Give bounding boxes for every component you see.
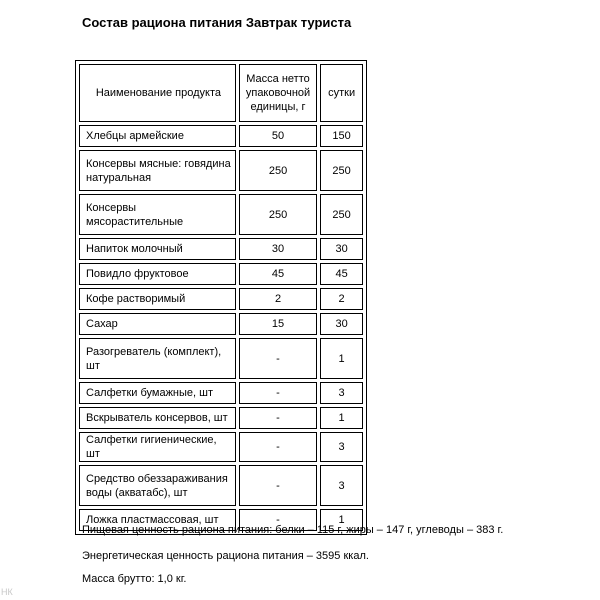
net-mass: 250 bbox=[239, 194, 317, 235]
day-amount: 250 bbox=[320, 150, 363, 191]
product-name: Средство обеззараживания воды (акватабс), шт bbox=[79, 465, 236, 506]
net-mass: - bbox=[239, 465, 317, 506]
table-row bbox=[79, 313, 363, 335]
table-row bbox=[79, 194, 363, 235]
header-net-mass: Масса нетто упаковочной единицы, г bbox=[239, 64, 317, 122]
product-name: Консервы мясные: говядина натуральная bbox=[79, 150, 236, 191]
header-day: сутки bbox=[320, 64, 363, 122]
page-title: Состав рациона питания Завтрак туриста bbox=[82, 15, 352, 30]
product-name: Салфетки бумажные, шт bbox=[79, 382, 236, 404]
ration-table bbox=[75, 60, 367, 535]
product-name: Сахар bbox=[79, 313, 236, 335]
net-mass: 15 bbox=[239, 313, 317, 335]
day-amount: 45 bbox=[320, 263, 363, 285]
product-name: Разогреватель (комплект), шт bbox=[79, 338, 236, 379]
net-mass: 30 bbox=[239, 238, 317, 260]
day-amount: 1 bbox=[320, 407, 363, 429]
nutrition-note: Пищевая ценность рациона питания: белки – 115 г, жиры – 147 г, углеводы – 383 г. bbox=[82, 524, 504, 536]
net-mass: 45 bbox=[239, 263, 317, 285]
table-row bbox=[79, 465, 363, 506]
day-amount: 1 bbox=[320, 509, 363, 531]
table-row bbox=[79, 432, 363, 462]
table-row bbox=[79, 288, 363, 310]
product-name: Консервы мясорастительные bbox=[79, 194, 236, 235]
net-mass: 2 bbox=[239, 288, 317, 310]
product-name: Вскрыватель консервов, шт bbox=[79, 407, 236, 429]
product-name: Повидло фруктовое bbox=[79, 263, 236, 285]
product-name: Салфетки гигиенические, шт bbox=[79, 432, 236, 462]
day-amount: 3 bbox=[320, 465, 363, 506]
net-mass: - bbox=[239, 432, 317, 462]
net-mass: - bbox=[239, 509, 317, 531]
table-row bbox=[79, 150, 363, 191]
gross-mass-note: Масса брутто: 1,0 кг. bbox=[82, 573, 187, 585]
header-product-name: Наименование продукта bbox=[79, 64, 236, 122]
day-amount: 3 bbox=[320, 382, 363, 404]
net-mass: 50 bbox=[239, 125, 317, 147]
energy-note: Энергетическая ценность рациона питания – 3595 ккал. bbox=[82, 550, 369, 562]
product-name: Кофе растворимый bbox=[79, 288, 236, 310]
net-mass: 250 bbox=[239, 150, 317, 191]
table-row bbox=[79, 125, 363, 147]
day-amount: 1 bbox=[320, 338, 363, 379]
day-amount: 150 bbox=[320, 125, 363, 147]
net-mass: - bbox=[239, 407, 317, 429]
table-row bbox=[79, 407, 363, 429]
day-amount: 3 bbox=[320, 432, 363, 462]
net-mass: - bbox=[239, 338, 317, 379]
table-row bbox=[79, 263, 363, 285]
product-name: Ложка пластмассовая, шт bbox=[79, 509, 236, 531]
table-row bbox=[79, 238, 363, 260]
table-row bbox=[79, 338, 363, 379]
product-name: Хлебцы армейские bbox=[79, 125, 236, 147]
day-amount: 30 bbox=[320, 313, 363, 335]
day-amount: 2 bbox=[320, 288, 363, 310]
day-amount: 30 bbox=[320, 238, 363, 260]
net-mass: - bbox=[239, 382, 317, 404]
table-row bbox=[79, 382, 363, 404]
day-amount: 250 bbox=[320, 194, 363, 235]
watermark: НК bbox=[1, 587, 13, 597]
product-name: Напиток молочный bbox=[79, 238, 236, 260]
